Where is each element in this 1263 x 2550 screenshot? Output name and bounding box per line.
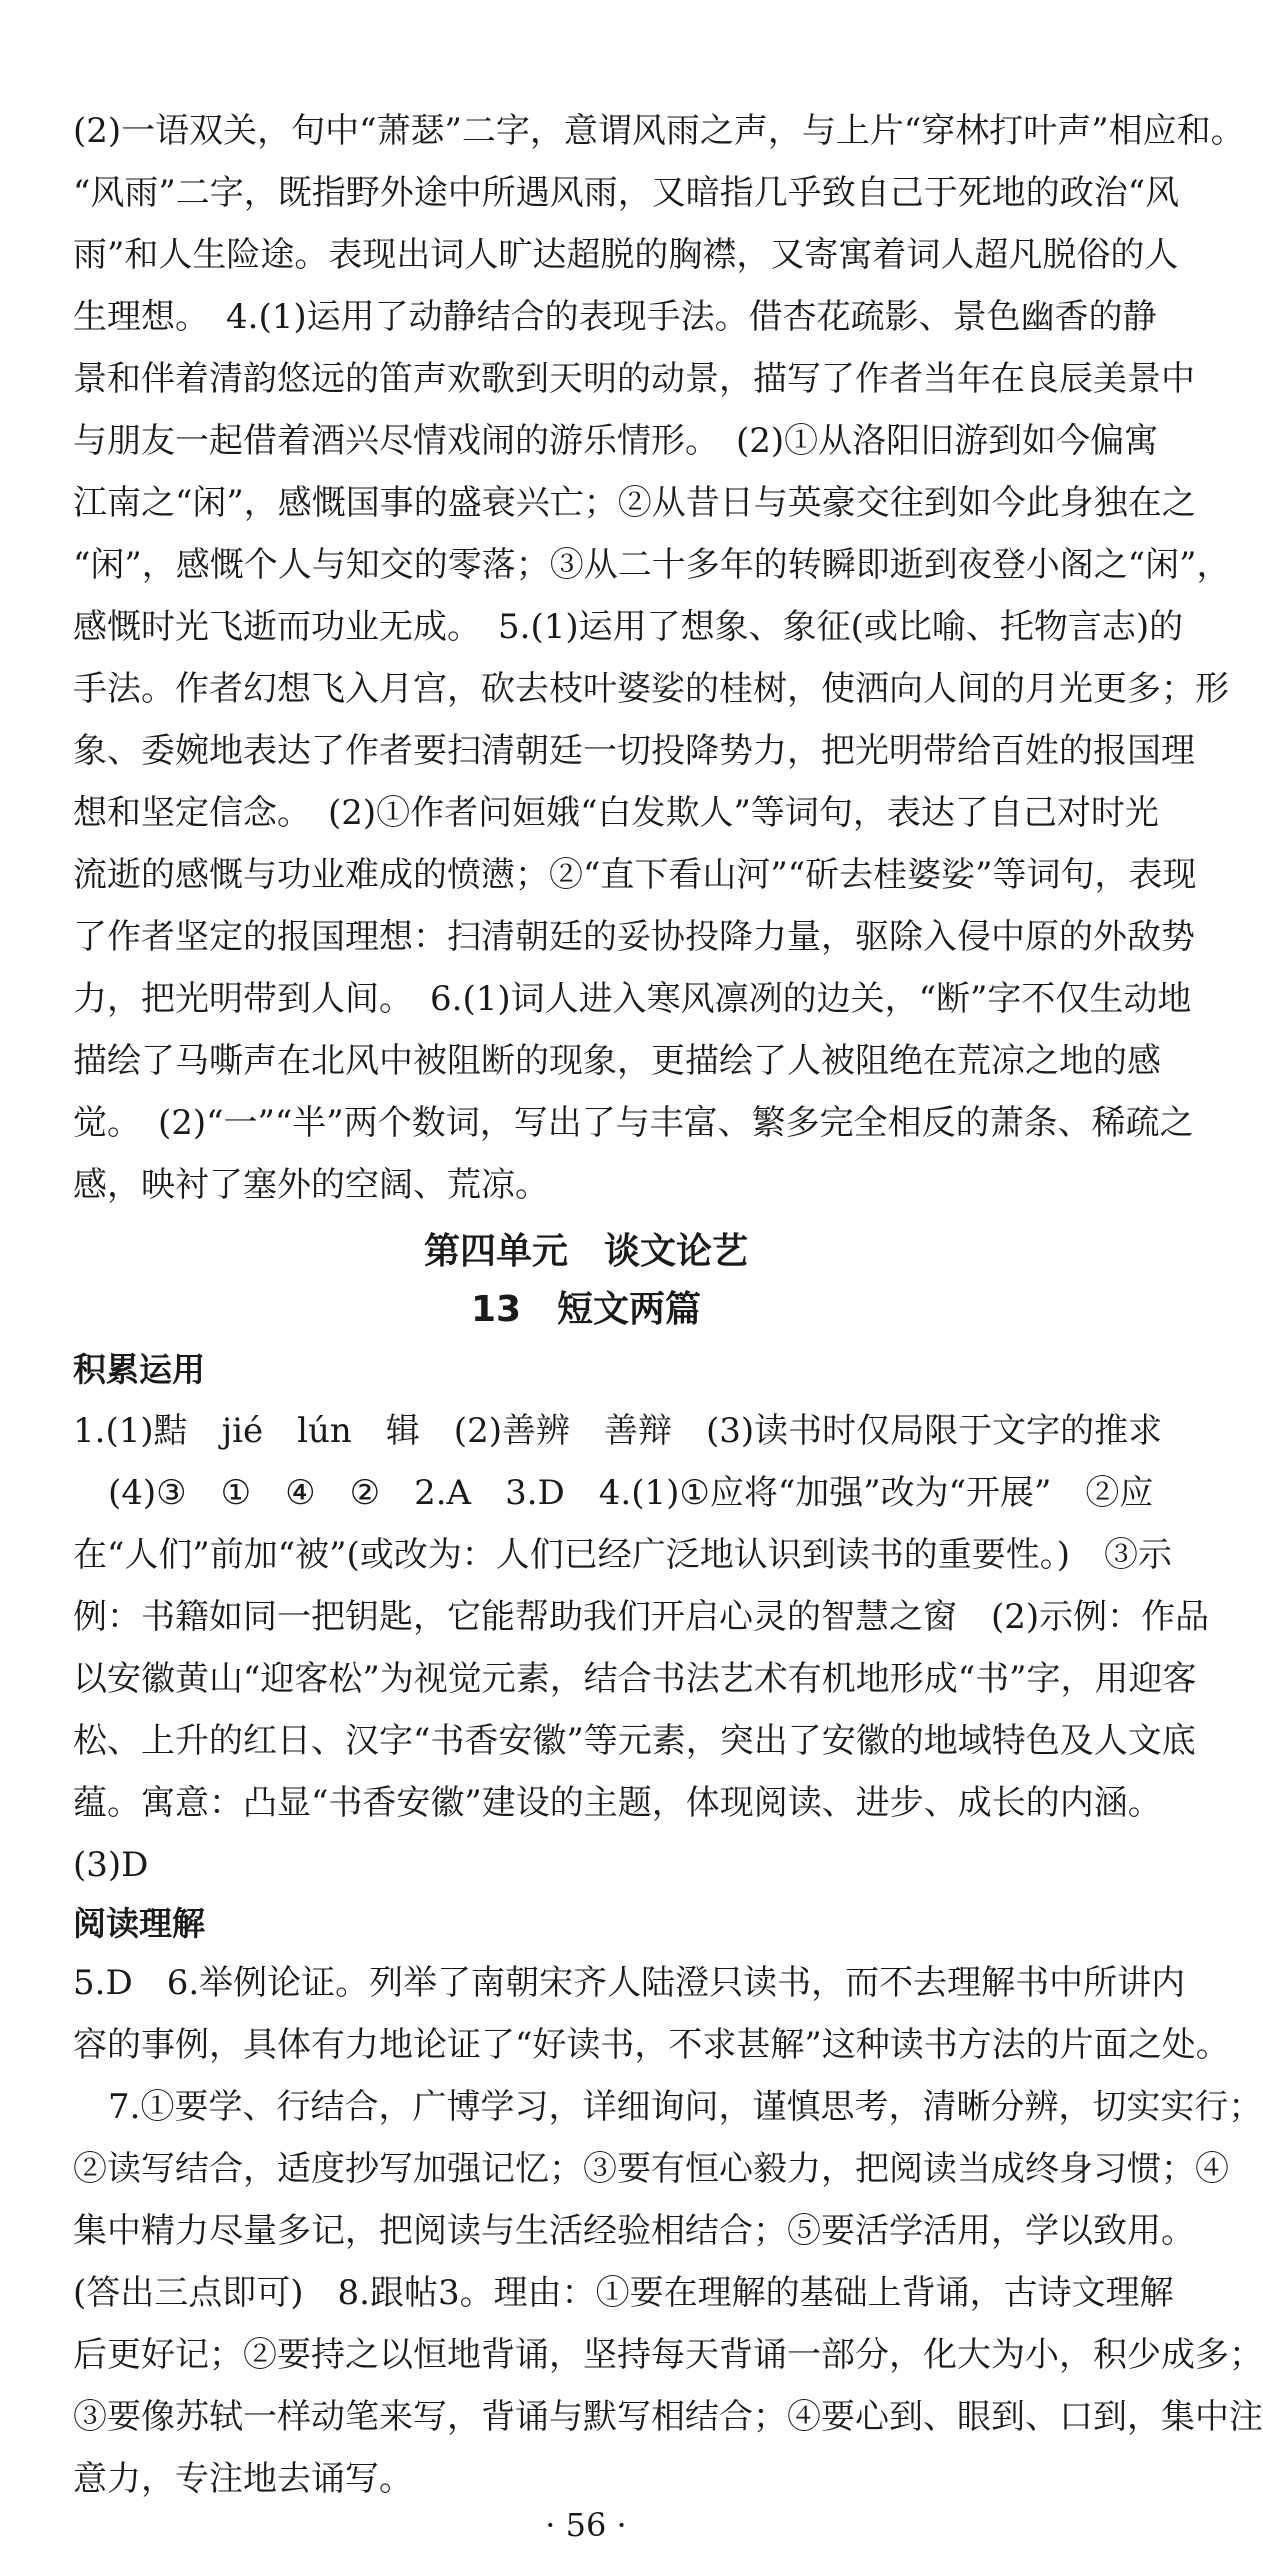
text-line: (3)D <box>73 1845 149 1885</box>
lesson-title: 13 短文两篇 <box>470 1289 702 1330</box>
text-line: 感慨时光飞逝而功业无成。 5.(1)运用了想象、象征(或比喻、托物言志)的 <box>73 607 1184 647</box>
text-line: 描绘了马嘶声在北风中被阻断的现象，更描绘了人被阻绝在荒凉之地的感 <box>73 1041 1161 1081</box>
text-line: (4)③ ① ④ ② 2.A 3.D 4.(1)①应将“加强”改为“开展” ②应 <box>108 1473 1154 1513</box>
text-line: 手法。作者幻想飞入月宫，砍去枝叶婆娑的桂树，使洒向人间的月光更多；形 <box>73 669 1229 709</box>
text-line: ②读写结合，适度抄写加强记忆；③要有恒心毅力，把阅读当成终身习惯；④ <box>73 2149 1229 2189</box>
text-line: 想和坚定信念。 (2)①作者问姮娥“白发欺人”等词句，表达了自己对时光 <box>73 793 1159 833</box>
text-line: 在“人们”前加“被”(或改为：人们已经广泛地认识到读书的重要性。) ③示 <box>73 1535 1173 1575</box>
text-line: 感，映衬了塞外的空阔、荒凉。 <box>73 1165 549 1205</box>
text-line: 意力，专注地去诵写。 <box>73 2459 413 2499</box>
text-line: “风雨”二字，既指野外途中所遇风雨，又暗指几乎致自己于死地的政治“风 <box>73 173 1180 213</box>
text-line: 江南之“闲”，感慨国事的盛衰兴亡；②从昔日与英豪交往到如今此身独在之 <box>73 483 1196 523</box>
text-line: 象、委婉地表达了作者要扫清朝廷一切投降势力，把光明带给百姓的报国理 <box>73 731 1195 771</box>
section-heading: 阅读理解 <box>73 1904 205 1943</box>
text-line: 与朋友一起借着酒兴尽情戏闹的游乐情形。 (2)①从洛阳旧游到如今偏寓 <box>73 421 1159 461</box>
text-line: (答出三点即可) 8.跟帖3。理由：①要在理解的基础上背诵，古诗文理解 <box>73 2273 1174 2313</box>
text-line: 蕴。寓意：凸显“书香安徽”建设的主题，体现阅读、进步、成长的内涵。 <box>73 1783 1162 1823</box>
unit-title: 第四单元 谈文论艺 <box>423 1231 748 1272</box>
text-line: 集中精力尽量多记，把阅读与生活经验相结合；⑤要活学活用，学以致用。 <box>73 2211 1195 2251</box>
text-line: 1.(1)黠 jié lún 辑 (2)善辨 善辩 (3)读书时仅局限于文字的推求 <box>73 1411 1163 1451</box>
text-line: 流逝的感慨与功业难成的愤懑；②“直下看山河”“斫去桂婆娑”等词句，表现 <box>73 855 1197 895</box>
text-line: 觉。 (2)“一”“半”两个数词，写出了与丰富、繁多完全相反的萧条、稀疏之 <box>73 1103 1194 1143</box>
text-line: 松、上升的红日、汉字“书香安徽”等元素，突出了安徽的地域特色及人文底 <box>73 1721 1196 1761</box>
text-line: 7.①要学、行结合，广博学习，详细询问，谨慎思考，清晰分辨，切实实行； <box>108 2087 1263 2127</box>
text-line: 雨”和人生险途。表现出词人旷达超脱的胸襟，又寄寓着词人超凡脱俗的人 <box>73 235 1179 275</box>
text-line: 后更好记；②要持之以恒地背诵，坚持每天背诵一部分，化大为小，积少成多； <box>73 2335 1263 2375</box>
text-line: 例：书籍如同一把钥匙，它能帮助我们开启心灵的智慧之窗 (2)示例：作品 <box>73 1597 1210 1637</box>
text-line: 了作者坚定的报国理想：扫清朝廷的妥协投降力量，驱除入侵中原的外敌势 <box>73 917 1195 957</box>
text-line: 生理想。 4.(1)运用了动静结合的表现手法。借杏花疏影、景色幽香的静 <box>73 297 1157 337</box>
text-line: “闲”，感慨个人与知交的零落；③从二十多年的转瞬即逝到夜登小阁之“闲”， <box>73 545 1231 585</box>
text-line: (2)一语双关，句中“萧瑟”二字，意谓风雨之声，与上片“穿林打叶声”相应和。 <box>73 111 1245 151</box>
section-heading: 积累运用 <box>73 1350 205 1389</box>
text-line: 以安徽黄山“迎客松”为视觉元素，结合书法艺术有机地形成“书”字，用迎客 <box>73 1659 1197 1699</box>
text-line: 景和伴着清韵悠远的笛声欢歌到天明的动景，描写了作者当年在良辰美景中 <box>73 359 1195 399</box>
page-number: · 56 · <box>545 2506 627 2544</box>
text-line: 容的事例，具体有力地论证了“好读书，不求甚解”这种读书方法的片面之处。 <box>73 2025 1230 2065</box>
text-line: 力，把光明带到人间。 6.(1)词人进入寒风凛冽的边关，“断”字不仅生动地 <box>73 979 1192 1019</box>
text-line: 5.D 6.举例论证。列举了南朝宋齐人陆澄只读书，而不去理解书中所讲内 <box>73 1963 1186 2003</box>
text-line: ③要像苏轼一样动笔来写，背诵与默写相结合；④要心到、眼到、口到，集中注 <box>73 2397 1263 2437</box>
